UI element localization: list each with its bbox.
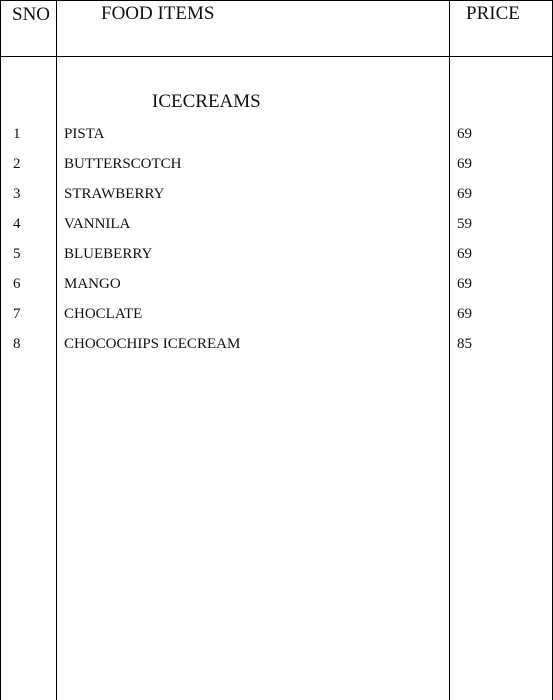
row-name: CHOCLATE [64,306,143,322]
row-name: MANGO [64,276,121,292]
row-price: 85 [457,336,472,352]
row-price: 69 [457,306,472,322]
row-price: 69 [457,246,472,262]
row-name: CHOCOCHIPS ICECREAM [64,336,241,352]
section-title: ICECREAMS [152,91,261,112]
header-bottom-border [0,56,553,57]
table-row [0,214,553,244]
row-sno: 5 [13,246,21,262]
row-price: 59 [457,216,472,232]
row-sno: 4 [13,216,21,232]
table-row [0,124,553,154]
row-name: BLUEBERRY [64,246,153,262]
table-row [0,244,553,274]
table-row [0,154,553,184]
header-food-items: FOOD ITEMS [101,3,215,24]
header-price: PRICE [466,3,520,24]
row-sno: 2 [13,156,21,172]
table-row [0,304,553,334]
row-price: 69 [457,276,472,292]
row-name: VANNILA [64,216,131,232]
row-price: 69 [457,126,472,142]
table-top-border [0,0,553,1]
row-sno: 7 [13,306,21,322]
table-row [0,334,553,364]
row-price: 69 [457,156,472,172]
row-name: BUTTERSCOTCH [64,156,182,172]
row-sno: 6 [13,276,21,292]
table-row [0,274,553,304]
row-sno: 1 [13,126,21,142]
row-sno: 8 [13,336,21,352]
row-price: 69 [457,186,472,202]
row-sno: 3 [13,186,21,202]
header-sno: SNO [12,4,51,25]
row-name: PISTA [64,126,105,142]
row-name: STRAWBERRY [64,186,165,202]
table-row [0,184,553,214]
